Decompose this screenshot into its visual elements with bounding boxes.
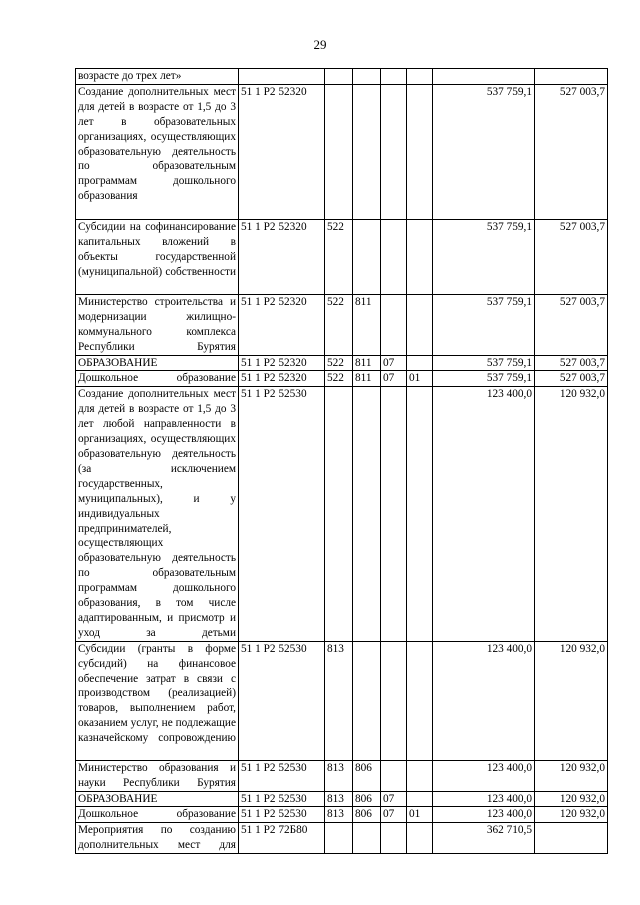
subsection-cell: [407, 294, 433, 355]
administrator-cell: [353, 641, 381, 760]
amount-year2-cell: [535, 823, 608, 854]
target-code-cell: [239, 69, 325, 85]
section-cell: [381, 294, 407, 355]
expense-type-cell: 813: [325, 807, 353, 823]
subsection-cell: [407, 760, 433, 791]
target-code-cell: 51 1 P2 52320: [239, 219, 325, 294]
amount-year1-cell: 123 400,0: [433, 387, 535, 641]
amount-year2-cell: 120 932,0: [535, 387, 608, 641]
section-cell: 07: [381, 355, 407, 371]
administrator-cell: 806: [353, 760, 381, 791]
subsection-cell: [407, 641, 433, 760]
table-row: [76, 69, 608, 85]
row-name-cell: Министерство строительства и модернизации жилищно-коммунального комплекса Республики Бурятия: [76, 294, 239, 355]
administrator-cell: [353, 387, 381, 641]
section-cell: [381, 760, 407, 791]
table-row: [76, 807, 608, 823]
amount-year2-cell: 527 003,7: [535, 371, 608, 387]
section-cell: [381, 219, 407, 294]
expense-type-cell: [325, 69, 353, 85]
target-code-cell: 51 1 P2 52530: [239, 807, 325, 823]
administrator-cell: 811: [353, 294, 381, 355]
subsection-cell: [407, 791, 433, 807]
amount-year1-cell: 537 759,1: [433, 84, 535, 219]
row-name-cell: Создание дополнительных мест для детей в возрасте от 1,5 до 3 лет любой направленности в организациях, осуществляющих образовательную деятельность (за исключением государственных, муниципальных), и у индивидуальных предпринимателей, осуществляющих образовательную деятельность по образовательным программам дошкольного образования, в том числе адаптированным, и присмотр и уход за детьми: [76, 387, 239, 641]
amount-year2-cell: 527 003,7: [535, 84, 608, 219]
amount-year1-cell: 537 759,1: [433, 219, 535, 294]
amount-year1-cell: 537 759,1: [433, 371, 535, 387]
table-row: [76, 355, 608, 371]
row-name-cell: Мероприятия по созданию дополнительных мест для: [76, 823, 239, 854]
page-number: 29: [313, 37, 327, 52]
amount-year1-cell: 123 400,0: [433, 791, 535, 807]
administrator-cell: 811: [353, 355, 381, 371]
table-row: [76, 760, 608, 791]
subsection-cell: [407, 84, 433, 219]
administrator-cell: [353, 823, 381, 854]
section-cell: [381, 84, 407, 219]
section-cell: [381, 387, 407, 641]
expense-type-cell: [325, 387, 353, 641]
amount-year1-cell: 537 759,1: [433, 355, 535, 371]
expense-type-cell: [325, 823, 353, 854]
row-name-cell: Дошкольное образование: [76, 807, 239, 823]
row-name-cell: ОБРАЗОВАНИЕ: [76, 355, 239, 371]
target-code-cell: 51 1 P2 72Б80: [239, 823, 325, 854]
expense-type-cell: 522: [325, 355, 353, 371]
target-code-cell: 51 1 P2 52320: [239, 84, 325, 219]
expense-type-cell: 522: [325, 294, 353, 355]
amount-year1-cell: 123 400,0: [433, 760, 535, 791]
target-code-cell: 51 1 P2 52530: [239, 760, 325, 791]
target-code-cell: 51 1 P2 52320: [239, 371, 325, 387]
administrator-cell: 806: [353, 791, 381, 807]
table-row: [76, 387, 608, 641]
amount-year2-cell: 120 932,0: [535, 791, 608, 807]
table-row: [76, 791, 608, 807]
section-cell: [381, 69, 407, 85]
target-code-cell: 51 1 P2 52320: [239, 355, 325, 371]
section-cell: 07: [381, 371, 407, 387]
amount-year2-cell: 120 932,0: [535, 760, 608, 791]
target-code-cell: 51 1 P2 52320: [239, 294, 325, 355]
amount-year1-cell: 362 710,5: [433, 823, 535, 854]
table-row: [76, 371, 608, 387]
subsection-cell: [407, 387, 433, 641]
amount-year1-cell: 537 759,1: [433, 294, 535, 355]
table-row: [76, 641, 608, 760]
subsection-cell: [407, 823, 433, 854]
expense-type-cell: 813: [325, 641, 353, 760]
target-code-cell: 51 1 P2 52530: [239, 387, 325, 641]
subsection-cell: [407, 219, 433, 294]
administrator-cell: [353, 219, 381, 294]
amount-year2-cell: 527 003,7: [535, 219, 608, 294]
table-row: [76, 823, 608, 854]
amount-year2-cell: 527 003,7: [535, 355, 608, 371]
expense-type-cell: 522: [325, 371, 353, 387]
amount-year2-cell: 120 932,0: [535, 807, 608, 823]
target-code-cell: 51 1 P2 52530: [239, 791, 325, 807]
expense-type-cell: 813: [325, 791, 353, 807]
expense-type-cell: 522: [325, 219, 353, 294]
amount-year2-cell: [535, 69, 608, 85]
amount-year1-cell: 123 400,0: [433, 807, 535, 823]
target-code-cell: 51 1 P2 52530: [239, 641, 325, 760]
administrator-cell: [353, 84, 381, 219]
table-row: [76, 84, 608, 219]
subsection-cell: 01: [407, 371, 433, 387]
row-name-cell: Создание дополнительных мест для детей в возрасте от 1,5 до 3 лет в образовательных организациях, осуществляющих образовательную деятельность по образовательным программам дошкольного образования: [76, 84, 239, 219]
administrator-cell: 811: [353, 371, 381, 387]
amount-year1-cell: [433, 69, 535, 85]
row-name-cell: Министерство образования и науки Республики Бурятия: [76, 760, 239, 791]
section-cell: [381, 641, 407, 760]
expense-type-cell: 813: [325, 760, 353, 791]
administrator-cell: 806: [353, 807, 381, 823]
section-cell: 07: [381, 807, 407, 823]
table-row: [76, 219, 608, 294]
row-name-cell: Субсидии (гранты в форме субсидий) на финансовое обеспечение затрат в связи с производством (реализацией) товаров, выполнением работ, оказанием услуг, не подлежащие казначейскому сопровождению: [76, 641, 239, 760]
section-cell: 07: [381, 791, 407, 807]
row-name-cell: Дошкольное образование: [76, 371, 239, 387]
amount-year2-cell: 527 003,7: [535, 294, 608, 355]
expense-type-cell: [325, 84, 353, 219]
table-row: [76, 294, 608, 355]
section-cell: [381, 823, 407, 854]
row-name-cell: Субсидии на софинансирование капитальных вложений в объекты государственной (муниципальной) собственности: [76, 219, 239, 294]
subsection-cell: 01: [407, 807, 433, 823]
row-name-cell: ОБРАЗОВАНИЕ: [76, 791, 239, 807]
administrator-cell: [353, 69, 381, 85]
row-name-cell: возрасте до трех лет»: [76, 69, 239, 85]
subsection-cell: [407, 355, 433, 371]
amount-year2-cell: 120 932,0: [535, 641, 608, 760]
budget-table: [75, 68, 608, 854]
subsection-cell: [407, 69, 433, 85]
amount-year1-cell: 123 400,0: [433, 641, 535, 760]
